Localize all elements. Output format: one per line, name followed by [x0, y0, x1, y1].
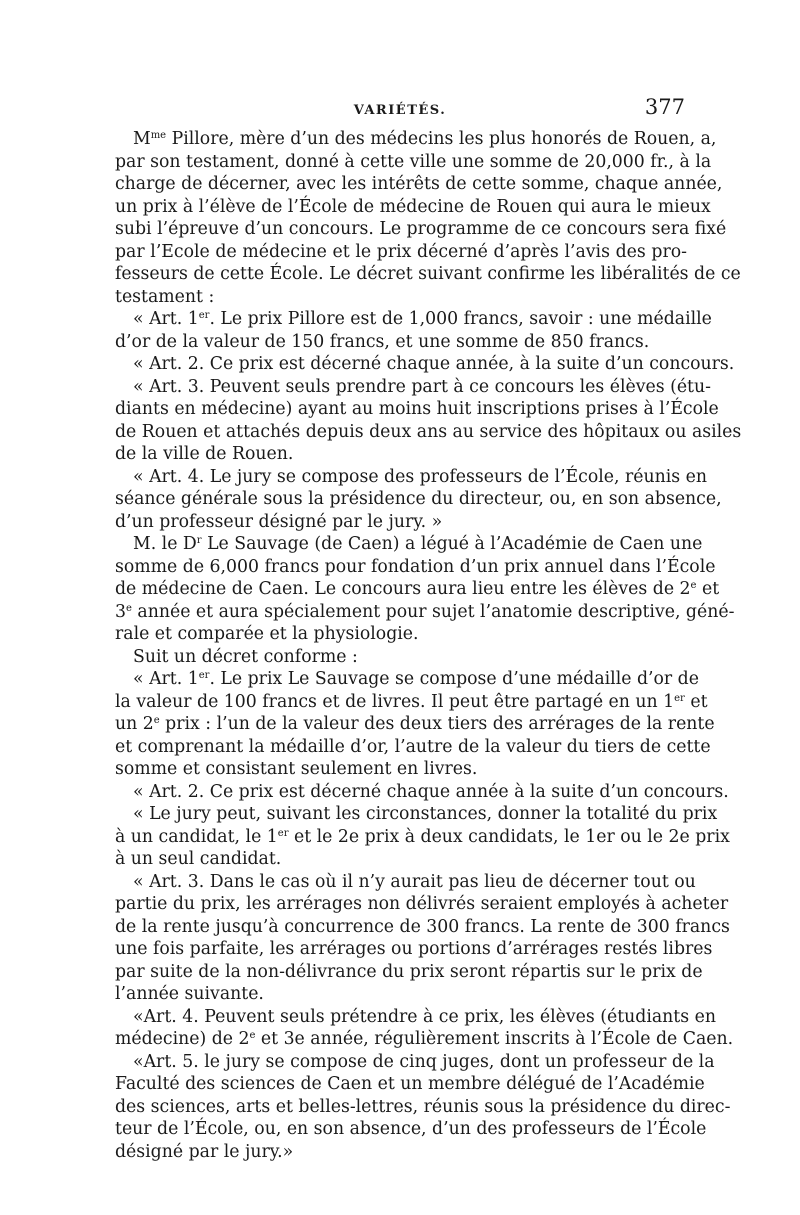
line-text: désigné par le jury.»	[115, 1141, 294, 1162]
line-text: de la ville de Rouen.	[115, 444, 294, 464]
superscript: r	[196, 535, 202, 546]
line-text: somme de 6,000 francs pour fondation d’un prix annuel dans l’École	[115, 556, 716, 577]
line-text: Suit un décret conforme :	[133, 646, 358, 667]
text-line	[115, 826, 730, 849]
text-line	[115, 533, 703, 556]
line-text: d’un professeur désigné par le jury. »	[115, 511, 443, 532]
text-line	[115, 1006, 716, 1029]
text-line	[115, 128, 717, 151]
line-text: subi l’épreuve d’un concours. Le programme de ce concours sera fixé	[115, 219, 727, 239]
text-line	[115, 1073, 705, 1096]
line-text: fesseurs de cette École. Le décret suivant confirme les libéralités de ce	[115, 264, 741, 284]
superscript: e	[690, 580, 697, 591]
line-text: année et aura spécialement pour sujet l’anatomie descriptive, géné-	[131, 601, 735, 622]
superscript: e	[153, 715, 160, 726]
text-line	[115, 173, 723, 196]
text-line	[115, 511, 687, 534]
line-text: teur de l’École, ou, en son absence, d’un des professeurs de l’École	[115, 1119, 707, 1139]
line-text: un 2	[115, 714, 154, 734]
text-line	[115, 781, 729, 804]
line-text: . Le prix Le Sauvage se compose d’une médaille d’or de	[209, 669, 699, 689]
text-line	[115, 151, 712, 174]
line-text: de la rente jusqu’à concurrence de 300 francs. La rente de 300 francs	[115, 916, 730, 937]
text-line	[115, 398, 719, 421]
line-text: et	[684, 691, 708, 712]
line-text: par son testament, donné à cette ville une somme de 20,000 fr., à la	[115, 151, 712, 172]
line-text: Pillore, mère d’un des médecins les plus honorés de Rouen, a,	[166, 129, 717, 149]
text-line	[115, 196, 711, 219]
superscript: e	[249, 1030, 256, 1041]
superscript: er	[198, 310, 210, 321]
text-line	[115, 1096, 731, 1119]
running-head: VARIÉTÉS.	[353, 103, 447, 118]
text-line	[115, 556, 716, 579]
line-text: testament :	[115, 286, 215, 307]
text-line	[115, 1051, 715, 1074]
line-text: «Art. 4. Peuvent seuls prétendre à ce prix, les élèves (étudiants en	[133, 1006, 716, 1027]
text-line	[115, 758, 687, 781]
line-text: diants en médecine) ayant au moins huit inscriptions prises à l’École	[115, 399, 719, 419]
text-line	[115, 1141, 687, 1164]
line-text: «Art. 5. le jury se compose de cinq juges, dont un professeur de la	[133, 1051, 715, 1072]
line-text: prix : l’un de la valeur des deux tiers des arrérages de la rente	[159, 714, 715, 734]
line-text: rale et comparée et la physiologie.	[115, 624, 419, 644]
line-text: « Art. 3. Peuvent seuls prendre part à ce concours les élèves (étu-	[133, 376, 711, 397]
line-text: par suite de la non-délivrance du prix seront répartis sur le prix de	[115, 961, 703, 982]
line-text: Le Sauvage (de Caen) a légué à l’Académie de Caen une	[201, 534, 703, 554]
line-text: une fois parfaite, les arrérages ou portions d’arrérages restés libres	[115, 939, 713, 959]
text-line	[115, 916, 730, 939]
line-text: et le 2e prix à deux candidats, le 1er ou le 2e prix	[288, 826, 730, 847]
line-text: la valeur de 100 francs et de livres. Il peut être partagé en un 1	[115, 691, 675, 712]
text-line	[115, 263, 741, 286]
line-text: à un candidat, le 1	[115, 826, 278, 847]
line-text: . Le prix Pillore est de 1,000 francs, savoir : une médaille	[209, 309, 712, 329]
line-text: de médecine de Caen. Le concours aura lieu entre les élèves de 2	[115, 579, 691, 599]
text-line	[115, 488, 722, 511]
text-line	[115, 443, 687, 466]
text-line	[115, 668, 699, 691]
text-line	[115, 421, 742, 444]
line-text: à un seul candidat.	[115, 849, 282, 869]
text-line	[115, 1028, 734, 1051]
text-line	[115, 241, 687, 264]
line-text: « Le jury peut, suivant les circonstances, donner la totalité du prix	[133, 804, 718, 824]
line-text: des sciences, arts et belles-lettres, réunis sous la présidence du direc-	[115, 1096, 731, 1117]
line-text: « Art. 1	[133, 309, 199, 329]
text-line	[115, 623, 687, 646]
line-text: séance générale sous la présidence du directeur, ou, en son absence,	[115, 489, 722, 509]
text-line	[115, 376, 711, 399]
superscript: er	[674, 692, 685, 704]
text-line	[115, 736, 711, 759]
line-text: partie du prix, les arrérages non délivrés seraient employés à acheter	[115, 894, 729, 914]
text-line	[115, 938, 713, 961]
line-text: somme et consistant seulement en livres.	[115, 759, 478, 779]
superscript: er	[277, 827, 289, 839]
line-text: M. le D	[133, 534, 197, 554]
text-line	[115, 601, 735, 624]
text-line	[115, 893, 729, 916]
line-text: « Art. 1	[133, 669, 199, 689]
line-text: et comprenant la médaille d’or, l’autre de la valeur du tiers de cette	[115, 736, 711, 757]
line-text: Faculté des sciences de Caen et un membre délégué de l’Académie	[115, 1074, 705, 1094]
line-text: de Rouen et attachés depuis deux ans au service des hôpitaux ou asiles	[115, 421, 742, 442]
line-text: charge de décerner, avec les intérêts de cette somme, chaque année,	[115, 174, 723, 194]
text-line	[115, 286, 687, 309]
line-text: « Art. 2. Ce prix est décerné chaque année, à la suite d’un concours.	[133, 354, 735, 374]
line-text: un prix à l’élève de l’École de médecine de Rouen qui aura le mieux	[115, 196, 711, 217]
text-line	[115, 578, 720, 601]
line-text: par l’Ecole de médecine et le prix décerné d’après l’avis des pro-	[115, 241, 687, 262]
line-text: d’or de la valeur de 150 francs, et une somme de 850 francs.	[115, 331, 650, 352]
text-line	[115, 691, 708, 714]
text-line	[115, 961, 703, 984]
line-text: « Art. 2. Ce prix est décerné chaque année à la suite d’un concours.	[133, 781, 729, 802]
text-line	[115, 466, 707, 489]
text-line	[115, 848, 687, 871]
line-text: et	[696, 579, 720, 599]
line-text: l’année suivante.	[115, 984, 264, 1004]
text-line	[115, 308, 712, 331]
page-header	[115, 95, 685, 125]
superscript: er	[198, 670, 210, 681]
line-text: « Art. 4. Le jury se compose des professeurs de l’École, réunis en	[133, 466, 707, 487]
text-line	[115, 803, 718, 826]
line-text: et 3e année, régulièrement inscrits à l’École de Caen.	[255, 1029, 734, 1049]
text-line	[115, 331, 687, 354]
text-line	[115, 871, 696, 894]
text-line	[115, 646, 687, 669]
text-line	[115, 983, 687, 1006]
text-line	[115, 713, 715, 736]
text-line	[115, 353, 735, 376]
line-text: médecine) de 2	[115, 1029, 250, 1049]
page-body-text	[115, 128, 742, 1163]
line-text: « Art. 3. Dans le cas où il n’y aurait pas lieu de décerner tout ou	[133, 871, 696, 892]
superscript: me	[150, 130, 167, 141]
line-text: 3	[115, 601, 126, 622]
line-text: M	[133, 129, 151, 149]
superscript: e	[126, 602, 132, 614]
text-line	[115, 1118, 707, 1141]
text-line	[115, 218, 727, 241]
page-number: 377	[644, 95, 685, 119]
